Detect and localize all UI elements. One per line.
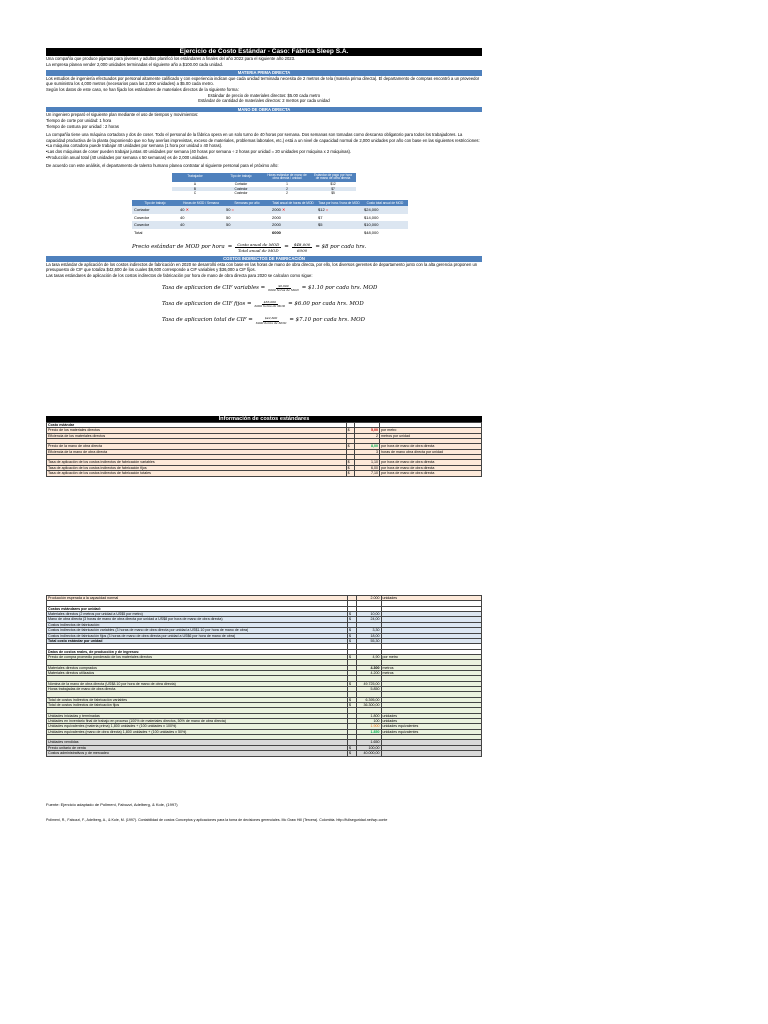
mod-paragraph: De acuerdo con este análisis, el departamento de talento humano planea contratar al siguiente personal para el próximo año: xyxy=(46,163,279,169)
table-cell: Cortador xyxy=(234,181,248,186)
table-cell-val: 8,00 xyxy=(355,444,380,449)
table-cell-unit: metros xyxy=(381,665,481,670)
mod-paragraph: Tiempo de costura por unidad : 2 horas xyxy=(46,123,119,129)
x-mark-icon: ✕ xyxy=(185,207,189,213)
table-row xyxy=(132,229,408,237)
table-cell: 40 ✕ xyxy=(178,206,224,214)
x-mark-icon: = xyxy=(325,207,329,213)
table-cell-cur: $ xyxy=(347,681,356,686)
table-cell: Costedor xyxy=(218,187,264,192)
table-cell-val: 18,00 xyxy=(356,633,381,638)
table-cell-val: 6,00 xyxy=(355,465,380,470)
table-cell-unit: unidades equivalentes xyxy=(381,724,481,729)
table-cell-cur: $ xyxy=(347,633,356,638)
mod-paragraph: La compañía tiene una máquina cortadora y dos de coser. Todo el personal de la fábrica opera en un solo turno de 40 horas por semana. Dos semanas son tomadas como descanso obligatorio para todos los trabajadores. La capacidad productiva de la planta (suponiendo que no hay averías imprevistas, exceso de materiales, problemas laborales, etc.) está a un nivel de capacidad normal de 2,000 unidades por año con base en las siguientes restricciones: xyxy=(46,132,480,143)
mod-paragraph: Un ingeniero preparó el siguiente plan mediante el uso de tiempos y movimientos: xyxy=(46,112,199,118)
table-cell: 2000 xyxy=(270,221,316,229)
table-row xyxy=(132,221,408,229)
section-header-mp: MATERIA PRIMA DIRECTA xyxy=(46,70,482,76)
mod-paragraph: Tiempo de corte por unidad: 1 hora xyxy=(46,117,112,123)
intro-line: La empresa planea vender 2,000 unidades terminadas el siguiente año a $100.00 cada unidad. xyxy=(46,61,223,67)
table-cell-lbl: Nómina de la mano de obra directa (US$8.10 por hora de mano de obra directa) xyxy=(47,681,348,686)
table-cell-cur: $ xyxy=(347,703,356,708)
mp-paragraph: Según los datos de este caso, se han fijado los estándares de materiales directos de la siguiente forma: xyxy=(46,86,239,92)
table-cell-lbl: Horas trabajadas de mano de obra directa xyxy=(47,687,348,692)
table-cell-val: 3 xyxy=(355,449,380,454)
table-row xyxy=(132,206,408,214)
formula-cif-fixed: Tasa de aplicacion de CIF fijos = $\frac{\$36,000}{\text{6000 horas de MOD}}$ = $6.00 por cada hrs. MOD xyxy=(162,299,364,309)
table-cell-unit: unidades xyxy=(381,596,481,601)
formula-fraction: $\frac{\$42,600}{\text{6000 horas de MOD}}$ xyxy=(255,316,287,325)
formula-fraction: $\frac{\$6,600}{\text{6000 horas de MOD}}$ xyxy=(268,283,299,293)
table-cell-lbl: Tasa de aplicación de los costos indirectos de fabricación fijos xyxy=(47,465,347,470)
table-row xyxy=(47,751,482,756)
x-mark-icon: ✕ xyxy=(282,207,286,213)
table-cell-unit: unidades equivalentes xyxy=(381,729,481,734)
table-cell: 2000 xyxy=(272,214,281,220)
formula-fraction: $\frac{\$48,000}{6000}$ xyxy=(293,242,311,254)
table-cell-lbl: Unidades vendidas xyxy=(47,740,348,745)
table-cell-lbl: Precio unitario de venta xyxy=(47,745,348,750)
mod-bullet: •La máquina cortadora puede trabajar 40 unidades por semana (1 hora por unidad x 40 horas). xyxy=(46,143,223,149)
table-cell-val: 2 xyxy=(355,433,380,438)
table-cell-val: 4.200 xyxy=(356,671,381,676)
table-cell-val: 4.300 xyxy=(356,665,381,670)
staff-table xyxy=(172,173,356,197)
x-mark-icon: = xyxy=(231,207,234,213)
table-cell-lbl: Costos administrativos y de mercadeo xyxy=(47,751,348,756)
table-cell: Cosedor xyxy=(134,214,150,220)
table-cell: 40 xyxy=(180,214,185,220)
mod-bullet: •Producción anual total (40 unidades por semana x 50 semanas) es de 2,000 unidades. xyxy=(46,154,209,160)
table-cell: $5 xyxy=(331,191,335,196)
table-header: Horas estándar de mano de obra directa / unidad xyxy=(264,173,310,182)
table-cell-unit: por hora de mano de obra directa xyxy=(380,465,482,470)
table-cell: $14,000 xyxy=(364,214,379,220)
table-cell-lbl: Eficiencia de la mano de obra directa xyxy=(47,449,347,454)
table-cell-lbl: Costos indirectos de fabricación fijos (3 horas de mano de obra directa por unidad a US$6 por hora de mano de obra) xyxy=(47,633,348,638)
table-cell-val: 100 xyxy=(356,719,381,724)
table-cell-lbl: Tasa de aplicación de los costos indirectos de fabricación variables xyxy=(47,460,347,465)
table-cell-cur: $ xyxy=(347,617,356,622)
table-header: Tipo de trabajo xyxy=(218,173,264,182)
table-cell-cur: $ xyxy=(347,745,356,750)
table-cell: 2 xyxy=(286,191,288,196)
formula-result: = $8 por cada hrs. xyxy=(315,243,367,250)
table-cell: 6000 xyxy=(272,229,281,235)
mp-standard-price: Estándar de precio de materiales directos: $5.00 cada metro xyxy=(207,92,321,98)
table-header: Semanas por año xyxy=(224,200,270,206)
table-cell-cur: $ xyxy=(346,428,355,433)
table-cell-lbl: Costos indirectos de fabricación: xyxy=(47,622,348,627)
table-cell-lbl: Producción esperada a la capacidad normal xyxy=(47,596,348,601)
table-cell-val: 49.725,00 xyxy=(356,681,381,686)
formula-cif-total: Tasa de aplicacion total de CIF = $\frac{\$42,600}{\text{6000 horas de MOD}}$ = $7.10 por cada hrs. MOD xyxy=(162,316,365,325)
table-cell-cur: $ xyxy=(346,465,355,470)
table-cell: Costedor xyxy=(234,191,248,196)
table-header: Tipo de trabajo xyxy=(132,200,178,206)
table-cell-val: 40.000,00 xyxy=(356,751,381,756)
table-cell-lbl: Tasa de aplicación de los costos indirectos de fabricación totales xyxy=(47,471,347,476)
table-cell-lbl: Eficiencia de los materiales directos xyxy=(47,433,347,438)
table-header: Total anual de horas de MOD xyxy=(270,200,316,206)
table-cell-unit: por hora de mano de obra directa xyxy=(380,444,482,449)
table-cell-unit xyxy=(381,751,481,756)
table-cell-cur: $ xyxy=(347,612,356,617)
table-cell-unit: por hora de mano de obra directa xyxy=(380,471,482,476)
table-cell-val: 4,90 xyxy=(356,655,381,660)
table-cell: 50 xyxy=(226,214,231,220)
table-cell: $7 xyxy=(310,187,356,192)
table-cell-val: 2.000 xyxy=(356,596,381,601)
table-cell-unit: metros por unidad xyxy=(380,433,482,438)
mp-paragraph: Los estudios de ingeniería efectuados por personal altamente calificado y con experiencia indican que cada unidad terminada necesita de 2 metros de tela (materia prima directa). El departamento de compras encontró a un proveedor que suministra los 4,000 metros (necesarios para las 2,000 unidades) a $5.00 cada metro. xyxy=(46,75,480,87)
table-cell-cur: $ xyxy=(346,460,355,465)
table-cell: 50 = xyxy=(224,206,270,214)
table-cell-val: 5,00 xyxy=(355,428,380,433)
table-cell-unit: unidades xyxy=(381,713,481,718)
table-cell-lbl: Precio de compra promedio ponderado de los materiales directos xyxy=(47,655,348,660)
formula-fraction: $\frac{\text{Costo anual de MOD}}{\text{Total anual de MOD}}$ xyxy=(237,242,280,254)
table-cell: 40 xyxy=(178,221,224,229)
document-sheet xyxy=(46,48,482,325)
table-header: Costo total anual de MOD xyxy=(362,200,408,206)
hours-table xyxy=(132,200,408,236)
table-cell: C xyxy=(193,191,197,196)
formula-label: Precio estándar de MOD por hora xyxy=(132,243,225,250)
table-cell-lbl: Precio de la mano de obra directa xyxy=(47,444,347,449)
table-cell-lbl: Unidades equivalentes (materia prima) 1,800 unidades + (100 unidades x 100%) xyxy=(47,724,348,729)
table-cell-val: 1,10 xyxy=(355,460,380,465)
table-cell: Cosedor xyxy=(132,221,178,229)
table-cell-val: 100,00 xyxy=(356,745,381,750)
table-cell-val: 6.395,00 xyxy=(356,697,381,702)
table-cell-lbl: Materiales directos (2 metros por unidad a US$5 por metro) xyxy=(47,612,348,617)
table-cell-cur: $ xyxy=(346,444,355,449)
table-cell-lbl: Total de costos indirectos de fabricación variables xyxy=(47,697,348,702)
mp-standard-qty: Estándar de cantidad de materiales directos: 2 metros por cada unidad xyxy=(198,98,330,104)
table-cell xyxy=(316,229,362,237)
table-cell-cur: $ xyxy=(347,697,356,702)
formula-cif-variable: Tasa de aplicacion de CIF variables = $\frac{\$6,600}{\text{6000 horas de MOD}}$ = $1.10 por cada hrs. MOD xyxy=(162,283,378,293)
cif-paragraph: La tasa estándar de aplicación de los costos indirectos de fabricación en 2020 se desarrolló esta con base en las horas de mano de obra directa, por ello, los diversos gerentes de departamento junto con la alta gerencia proponen un presupuesto de CIF que totaliza $42,600 de los cuales $6,600 corresponde a CIF variables y $36,000 a CIF fijos. xyxy=(46,261,478,273)
table-cell-lbl: Precio de los materiales directos xyxy=(47,428,347,433)
table-cell-cur: $ xyxy=(347,639,356,644)
document-title: Ejercicio de Costo Estándar - Caso: Fábrica Sleep S.A. xyxy=(46,48,482,56)
table-cell-lbl: Materiales directos utilizados xyxy=(47,671,348,676)
table-cell-val: 36.300,00 xyxy=(356,703,381,708)
actual-data-table xyxy=(46,595,482,757)
table-cell-cur: $ xyxy=(347,628,356,633)
table-row xyxy=(47,471,482,476)
table-row xyxy=(172,191,356,196)
table-cell-unit: por metro xyxy=(381,655,481,660)
intro-line: Una compañía que produce pijamas para jóvenes y adultos planificó los estándares a finales del año 2022 para el siguiente año 2023. xyxy=(46,56,296,61)
table-cell-unit: metros xyxy=(381,671,481,676)
table-cell-val: 3,30 xyxy=(356,628,381,633)
table-cell-val: 5.850 xyxy=(356,687,381,692)
table-cell: $12 = xyxy=(316,206,362,214)
footer-reference: Polimeni, R., Fabozzi, F., Adelberg, A., & Kole, M. (1997). Contabilidad de costos Conceptos y aplicaciones para la toma de decisiones gerenciales. Mc Graw Hill (Tercera). Colombia. http://fullseguridad.net/wp-conte xyxy=(46,818,388,822)
table-cell-lbl: Costo estándar xyxy=(47,423,347,428)
table-cell xyxy=(224,229,270,237)
table-cell-val: 1.850 xyxy=(356,729,381,734)
table-cell-lbl: Total de costos indirectos de fabricación fijos xyxy=(47,703,348,708)
table-cell-cur: $ xyxy=(347,751,356,756)
table-row xyxy=(132,214,408,222)
table-cell: 1 xyxy=(286,181,288,186)
table-cell: 2 xyxy=(264,187,310,192)
section-header-cif: COSTOS INDIRECTOS DE FABRICACIÓN xyxy=(46,256,482,262)
table-header: Horas de MOD / Semana xyxy=(178,200,224,206)
table-cell-unit: unidades xyxy=(381,719,481,724)
table-cell: Cortador xyxy=(132,206,178,214)
mod-bullet: •Las dos máquinas de coser pueden trabajar juntas 40 unidades por semana (40 horas por semana ÷ 2 horas por unidad = 20 unidades por máquina x 2 máquinas). xyxy=(46,148,352,154)
table-cell: $48,000 xyxy=(364,229,379,235)
table-cell: $12 xyxy=(330,181,336,186)
table-cell-unit: por hora de mano de obra directa xyxy=(380,460,482,465)
standard-cost-table xyxy=(46,422,482,477)
table-cell-val: 55,30 xyxy=(356,639,381,644)
section-header-mod: MANO DE OBRA DIRECTA xyxy=(46,107,482,113)
table-cell: $5 xyxy=(316,221,362,229)
table-cell-lbl: Datos de costos reales, de producción y de ingresos: xyxy=(47,649,348,654)
table-cell-val: 7,10 xyxy=(355,471,380,476)
table-header: Tasa por hora / hora de MOD xyxy=(316,200,362,206)
table-cell-val: 1.800 xyxy=(356,713,381,718)
table-cell-cur: $ xyxy=(346,471,355,476)
table-cell-lbl: Total costo estándar por unidad xyxy=(47,639,348,644)
table-cell-cur: $ xyxy=(347,655,356,660)
table-cell: Total xyxy=(134,229,143,235)
table-cell: $24,000 xyxy=(362,206,408,214)
formula-fraction: $\frac{\$36,000}{\text{6000 horas de MOD}}$ xyxy=(254,299,286,309)
table-cell-lbl: Costos indirectos de fabricación variables (3 horas de mano de obra directa por unidad a US$1.10 por hora de mano de obra) xyxy=(47,628,348,633)
table-cell: $10,000 xyxy=(362,221,408,229)
table-cell: A xyxy=(193,181,197,186)
table-cell-val: 24,00 xyxy=(356,617,381,622)
footer-source: Fuente: Ejercicio adaptado de Polimeni, Fabozzi, Adelberg, & Kole, (1997) xyxy=(46,802,178,807)
table-cell-lbl: Materiales directos comprados xyxy=(47,665,348,670)
table-cell-unit: por metro xyxy=(380,428,482,433)
table-cell-lbl: Costos estándares por unidad: xyxy=(47,606,348,611)
table-cell-lbl: Unidades en inventario final de trabajo en proceso (100% de materiales directos, 50% de mano de obra directa) xyxy=(47,719,348,724)
table-header: Estándar de pago por hora de mano de obra directa xyxy=(310,173,356,182)
table-cell-unit: horas de mano obra directa por unidad xyxy=(380,449,482,454)
table-cell: 2000 ✕ xyxy=(270,206,316,214)
table-header: Trabajador xyxy=(172,173,218,182)
table-cell xyxy=(178,229,224,237)
table-cell-lbl: Unidades iniciadas y terminadas xyxy=(47,713,348,718)
table-cell-val: 1.650 xyxy=(356,740,381,745)
table-cell-lbl: Unidades equivalentes (mano de obra directa) 1,800 unidades + (100 unidades x 50%) xyxy=(47,729,348,734)
table-cell-val: 1.900 xyxy=(356,724,381,729)
table-cell: B xyxy=(172,187,218,192)
cif-paragraph: Las tasas estándares de aplicación de los costos indirectos de fabricación por hora de mano de obra directa para 2020 se calculan como sigue: xyxy=(46,273,313,279)
info-banner: Información de costos estándares xyxy=(46,416,482,422)
table-cell-val: 10,00 xyxy=(356,612,381,617)
table-cell: 50 xyxy=(224,221,270,229)
formula-mod: Precio estándar de MOD por hora = $\frac{\text{Costo anual de MOD}}{\text{Total anual de MOD}}$ = $\frac{\$48,000}{6000}$ = $8 por cada hrs. xyxy=(132,242,367,254)
table-cell-lbl: Mano de obra directa (3 horas de mano de obra directa por unidad a US$8 por hora de mano de obra directa) xyxy=(47,617,348,622)
table-cell: $7 xyxy=(318,214,323,220)
